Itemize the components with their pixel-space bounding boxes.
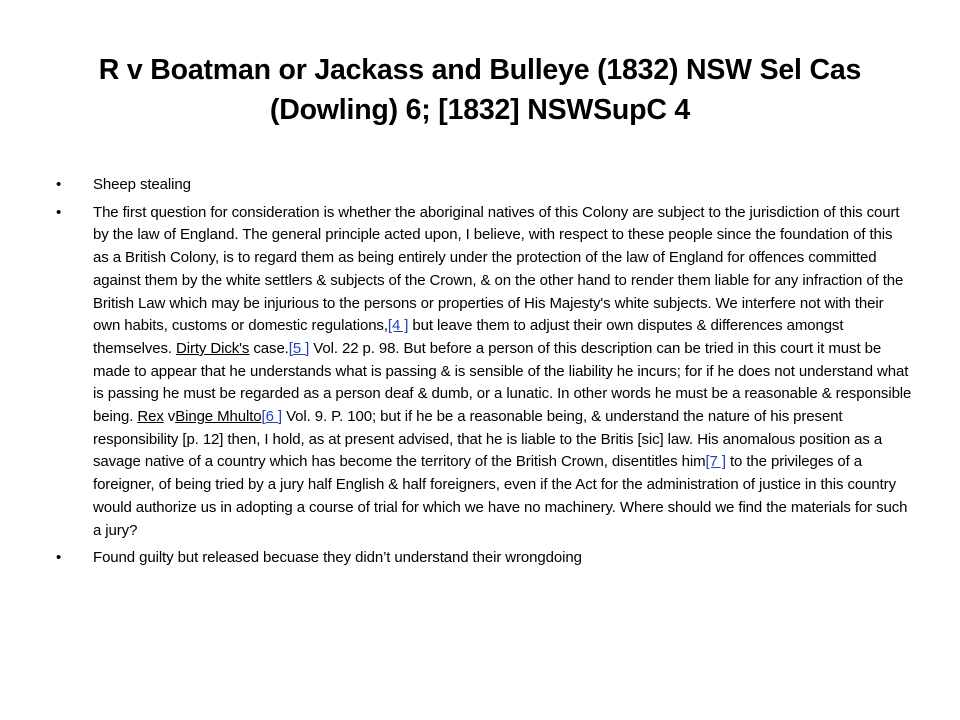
bullet-item-verdict — [56, 547, 912, 570]
case-name-dirty-dicks: Dirty Dick's — [176, 339, 250, 357]
footnote-link-4[interactable]: [4 ] — [387, 317, 409, 335]
footnote-link-5[interactable]: [5 ] — [288, 339, 310, 357]
footnote-link-7[interactable]: [7 ] — [705, 453, 726, 471]
bullet-text: Found guilty but released becuase they didn’t understand their wrongdoing — [93, 549, 582, 567]
judgment-text: Vol. 9. P. 100; but if he be a reasonable being, & understand the nature of his present responsibility [p. 12] then, I hold, as at present advised, that he is liable to the Britis [sic] law. His anomalous position as a savage native of a country which has become the territory of the British Crown, disentitles him — [93, 408, 883, 471]
judgment-text: but leave them to adjust their own disputes & differences amongst themselves. — [93, 317, 844, 357]
bullet-text: Sheep stealing — [93, 176, 191, 193]
footnote-link-6[interactable]: [6 ] — [261, 408, 282, 426]
judgment-text: Vol. 22 p. 98. But before a person of this description can be tried in this court it must be made to appear that he understands what is passing & is sensible of the liability he incurs; for if he does not understand what is passing he must be regarded as a person deaf & dumb, or a lunatic. In other words he must be a reasonable & responsible being. — [93, 339, 912, 426]
bullet-dot-icon: • — [56, 203, 62, 221]
bullet-item-sheep-stealing — [56, 174, 912, 197]
case-name-rex: Rex — [137, 408, 164, 426]
bullet-dot-icon: • — [56, 176, 62, 193]
bullet-dot-icon: • — [56, 549, 62, 567]
slide-title: R v Boatman or Jackass and Bulleye (1832) NSW Sel Cas (Dowling) 6; [1832] NSWSupC 4 — [98, 54, 862, 126]
judgment-text: case. — [249, 339, 289, 357]
case-name-binge-mhulto: Binge Mhulto — [175, 408, 262, 426]
judgment-text: to the privileges of a foreigner, of being tried by a jury half English & half foreigners, even if the Act for the administration of justice in this country would authorize us in adopting a course of trial for which we have no machinery. Where should we find the materials for such a jury? — [93, 453, 908, 539]
bullet-list — [56, 174, 912, 575]
judgment-text: v — [163, 408, 176, 426]
judgment-text: The first question for consideration is whether the aboriginal natives of this Colony are subject to the jurisdiction of this court by the law of England. The general principle acted upon, I believe, with respect to these people since the foundation of this as a British Colony, is to regard them as being entirely under the protection of the law of England for offences committed against them by the white settlers & subjects of the Crown, & on the other hand to render them liable for any infraction of the British Law which may be injurious to the persons or properties of His Majesty's white subjects. We interfere not with their own habits, customs or domestic regulations, — [93, 203, 904, 335]
bullet-item-judgment-quote — [56, 202, 912, 543]
